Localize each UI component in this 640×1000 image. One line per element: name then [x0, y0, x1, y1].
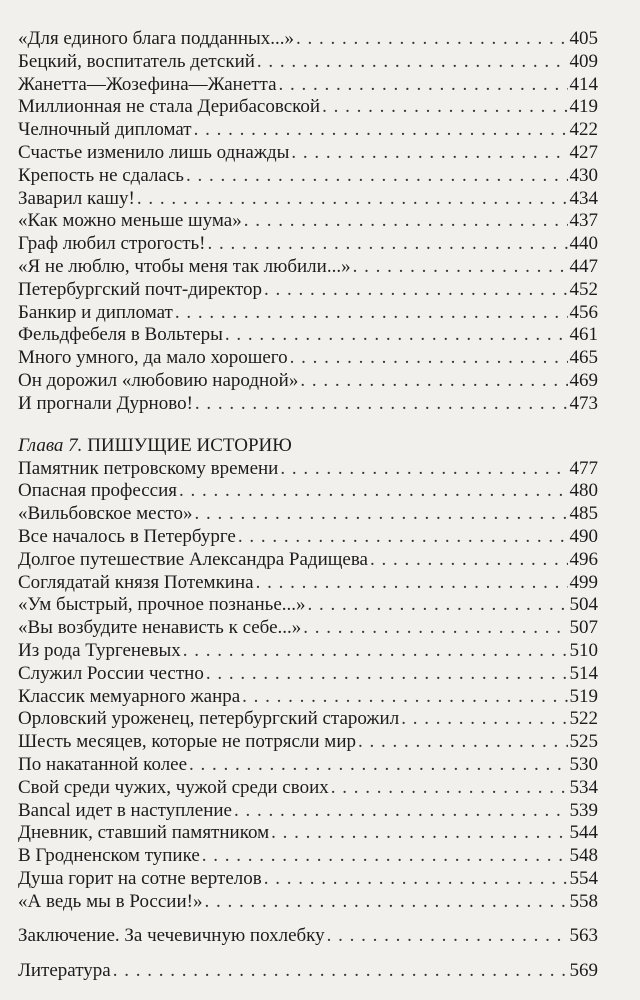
- leader-dots: [202, 845, 568, 868]
- toc-entry: Орловский уроженец, петербургский старожил . . . 522: [18, 708, 598, 731]
- leader-dots: [238, 526, 568, 549]
- toc-entry: «Вильбовское место» . . . 485: [18, 503, 598, 526]
- toc-entry: Много умного, да мало хорошего . . . 465: [18, 347, 598, 370]
- leader-dots: [195, 393, 568, 416]
- leader-dots: [264, 868, 568, 891]
- toc-section-1: [18, 28, 598, 416]
- toc-entry-literature: Литература . . . 569: [18, 960, 598, 983]
- toc-entry-conclusion: Заключение. За чечевичную похлебку . . . 563: [18, 925, 598, 948]
- toc-entry: «Для единого блага подданных...» . . . 405: [18, 28, 598, 51]
- toc-entry: Петербургский почт-директор . . . 452: [18, 279, 598, 302]
- toc-entry: Душа горит на сотне вертелов . . . 554: [18, 868, 598, 891]
- leader-dots: [327, 925, 568, 948]
- toc-entry: «Вы возбудите ненависть к себе...» . . . 507: [18, 617, 598, 640]
- leader-dots: [303, 617, 567, 640]
- toc-entry: Миллионная не стала Дерибасовской . . . 419: [18, 96, 598, 119]
- leader-dots: [291, 142, 567, 165]
- toc-entry: Жанетта—Жозефина—Жанетта . . . 414: [18, 74, 598, 97]
- leader-dots: [186, 165, 568, 188]
- leader-dots: [279, 74, 568, 97]
- chapter-heading: [18, 434, 598, 458]
- leader-dots: [234, 800, 568, 823]
- toc-entry: Он дорожил «любовию народной» . . . 469: [18, 370, 598, 393]
- toc-entry: Все началось в Петербурге . . . 490: [18, 526, 598, 549]
- toc-entry: В Гродненском тупике . . . 548: [18, 845, 598, 868]
- leader-dots: [257, 51, 568, 74]
- toc-entry: Дневник, ставший памятником . . . 544: [18, 822, 598, 845]
- leader-dots: [358, 731, 568, 754]
- toc-entry: И прогнали Дурново! . . . 473: [18, 393, 598, 416]
- toc-entry: Челночный дипломат . . . 422: [18, 119, 598, 142]
- leader-dots: [204, 891, 567, 914]
- toc-entry: Служил России честно . . . 514: [18, 663, 598, 686]
- leader-dots: [308, 594, 568, 617]
- toc-entry: «Я не люблю, чтобы меня так любили...» . . . 447: [18, 256, 598, 279]
- toc-entry: По накатанной колее . . . 530: [18, 754, 598, 777]
- toc-entry: Граф любил строгость! . . . 440: [18, 233, 598, 256]
- toc-entry: Из рода Тургеневых . . . 510: [18, 640, 598, 663]
- leader-dots: [331, 777, 568, 800]
- toc-entry: Свой среди чужих, чужой среди своих . . . 534: [18, 777, 598, 800]
- leader-dots: [401, 708, 567, 731]
- leader-dots: [206, 663, 568, 686]
- toc-entry: Опасная профессия . . . 480: [18, 480, 598, 503]
- toc-section-2: [18, 458, 598, 914]
- leader-dots: [290, 347, 568, 370]
- leader-dots: [195, 503, 568, 526]
- leader-dots: [194, 119, 568, 142]
- leader-dots: [113, 960, 568, 983]
- leader-dots: [137, 188, 568, 211]
- toc-entry: Бецкий, воспитатель детский . . . 409: [18, 51, 598, 74]
- toc-entry: «Ум быстрый, прочное познанье...» . . . 504: [18, 594, 598, 617]
- leader-dots: [189, 754, 567, 777]
- chapter-label: Глава 7.: [18, 434, 83, 456]
- leader-dots: [271, 822, 567, 845]
- toc-entry: Памятник петровскому времени . . . 477: [18, 458, 598, 481]
- leader-dots: [296, 28, 567, 51]
- toc-entry: Фельдфебеля в Вольтеры . . . 461: [18, 324, 598, 347]
- toc-entry: Заварил кашу! . . . 434: [18, 188, 598, 211]
- toc-entry: Банкир и дипломат . . . 456: [18, 302, 598, 325]
- leader-dots: [353, 256, 568, 279]
- toc-entry: Крепость не сдалась . . . 430: [18, 165, 598, 188]
- chapter-title: ПИШУЩИЕ ИСТОРИЮ: [87, 434, 292, 456]
- toc-entry: Счастье изменило лишь однажды . . . 427: [18, 142, 598, 165]
- leader-dots: [179, 480, 567, 503]
- leader-dots: [208, 233, 568, 256]
- toc-entry: Шесть месяцев, которые не потрясли мир . . . 525: [18, 731, 598, 754]
- leader-dots: [244, 210, 568, 233]
- leader-dots: [183, 640, 568, 663]
- leader-dots: [264, 279, 567, 302]
- leader-dots: [370, 549, 568, 572]
- toc-entry: «Как можно меньше шума» . . . 437: [18, 210, 598, 233]
- leader-dots: [225, 324, 568, 347]
- toc-entry: Классик мемуарного жанра . . . 519: [18, 686, 598, 709]
- toc-entry: Bancal идет в наступление . . . 539: [18, 800, 598, 823]
- leader-dots: [300, 370, 567, 393]
- leader-dots: [175, 302, 568, 325]
- toc-entry: «А ведь мы в России!» . . . 558: [18, 891, 598, 914]
- toc-entry: Долгое путешествие Александра Радищева . . . 496: [18, 549, 598, 572]
- leader-dots: [242, 686, 567, 709]
- leader-dots: [322, 96, 567, 119]
- leader-dots: [256, 572, 568, 595]
- leader-dots: [280, 458, 567, 481]
- toc-entry: Соглядатай князя Потемкина . . . 499: [18, 572, 598, 595]
